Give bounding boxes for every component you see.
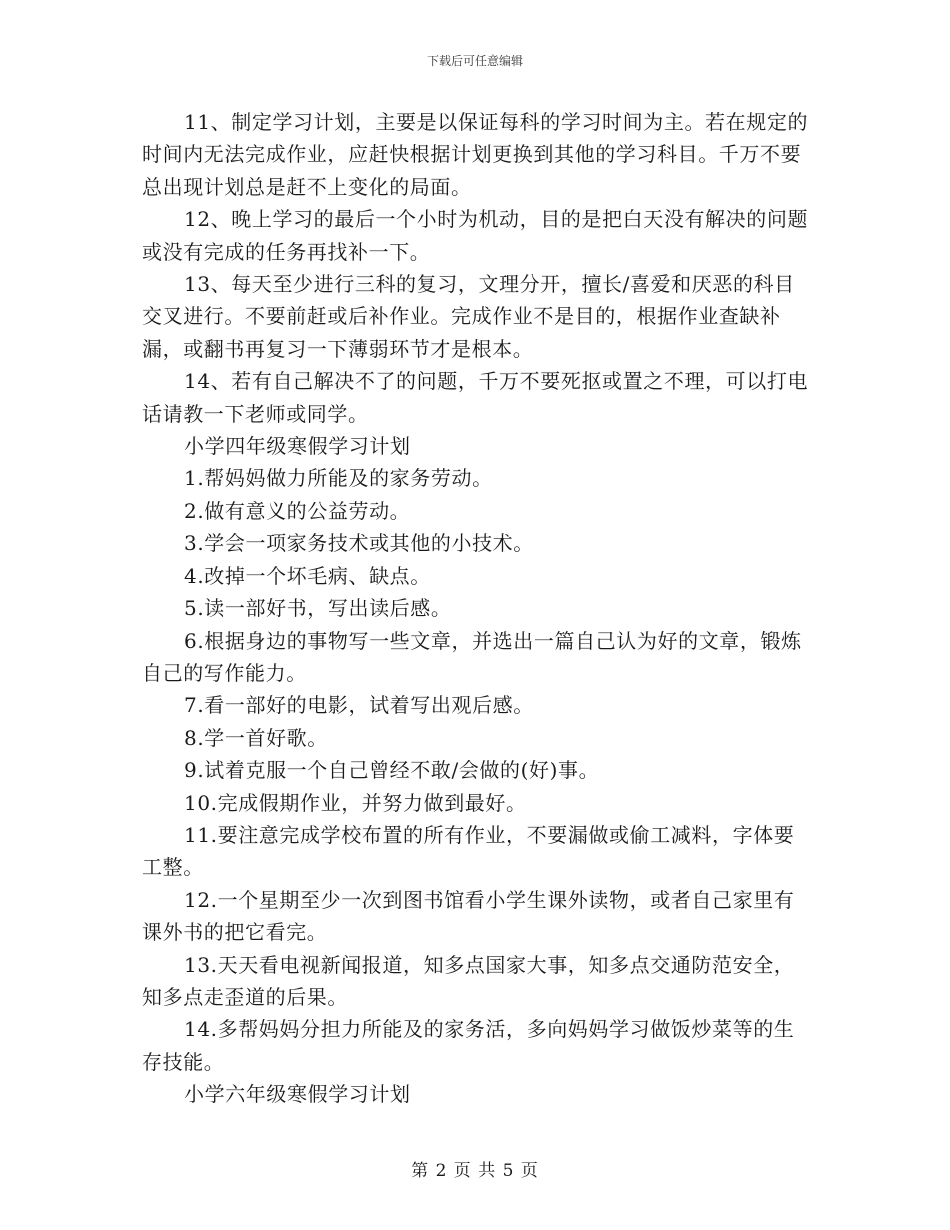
list-item: 12.一个星期至少一次到图书馆看小学生课外读物，或者自己家里有课外书的把它看完。 [142,887,795,945]
list-item: 4.改掉一个坏毛病、缺点。 [184,563,431,588]
list-item: 10.完成假期作业，并努力做到最好。 [184,790,527,815]
list-item: 3.学会一项家务技术或其他的小技术。 [184,531,534,556]
section-heading-grade4: 小学四年级寒假学习计划 [184,434,411,459]
list-item: 14.多帮妈妈分担力所能及的家务活，多向妈妈学习做饭炒菜等的生存技能。 [142,1017,795,1074]
paragraph-study-tip-11: 11、制定学习计划，主要是以保证每科的学习时间为主。若在规定的时间内无法完成作业，应赶快根据计划更换到其他的学习科目。千万不要总出现计划总是赶不上变化的局面。 [142,110,809,199]
list-item: 5.读一部好书，写出读后感。 [184,596,452,621]
list-item: 2.做有意义的公益劳动。 [184,498,411,523]
list-item: 7.看一部好的电影，试着写出观后感。 [184,693,534,718]
list-item: 6.根据身边的事物写一些文章，并选出一篇自己认为好的文章，锻炼自己的写作能力。 [142,628,802,685]
page-header: 下载后可任意编辑 [426,54,523,68]
paragraph-study-tip-14: 14、若有自己解决不了的问题，千万不要死抠或置之不理，可以打电话请教一下老师或同学。 [142,369,809,426]
list-item: 9.试着克服一个自己曾经不敢/会做的(好)事。 [184,758,600,783]
section-heading-grade6: 小学六年级寒假学习计划 [184,1082,411,1107]
paragraph-study-tip-13: 13、每天至少进行三科的复习，文理分开，擅长/喜爱和厌恶的科目交叉进行。不要前赶或后补作业。完成作业不是目的，根据作业查缺补漏，或翻书再复习一下薄弱环节才是根本。 [142,272,795,361]
list-item: 13.天天看电视新闻报道，知多点国家大事，知多点交通防范安全，知多点走歪道的后果。 [142,952,795,1009]
document-body [142,106,814,1111]
page-footer: 第 2 页 共 5 页 [411,1161,539,1181]
paragraph-study-tip-12: 12、晚上学习的最后一个小时为机动，目的是把白天没有解决的问题或没有完成的任务再找补一下。 [142,207,809,264]
list-item: 11.要注意完成学校布置的所有作业，不要漏做或偷工减料，字体要工整。 [142,822,795,880]
list-item: 1.帮妈妈做力所能及的家务劳动。 [184,466,493,491]
list-item: 8.学一首好歌。 [184,725,328,750]
